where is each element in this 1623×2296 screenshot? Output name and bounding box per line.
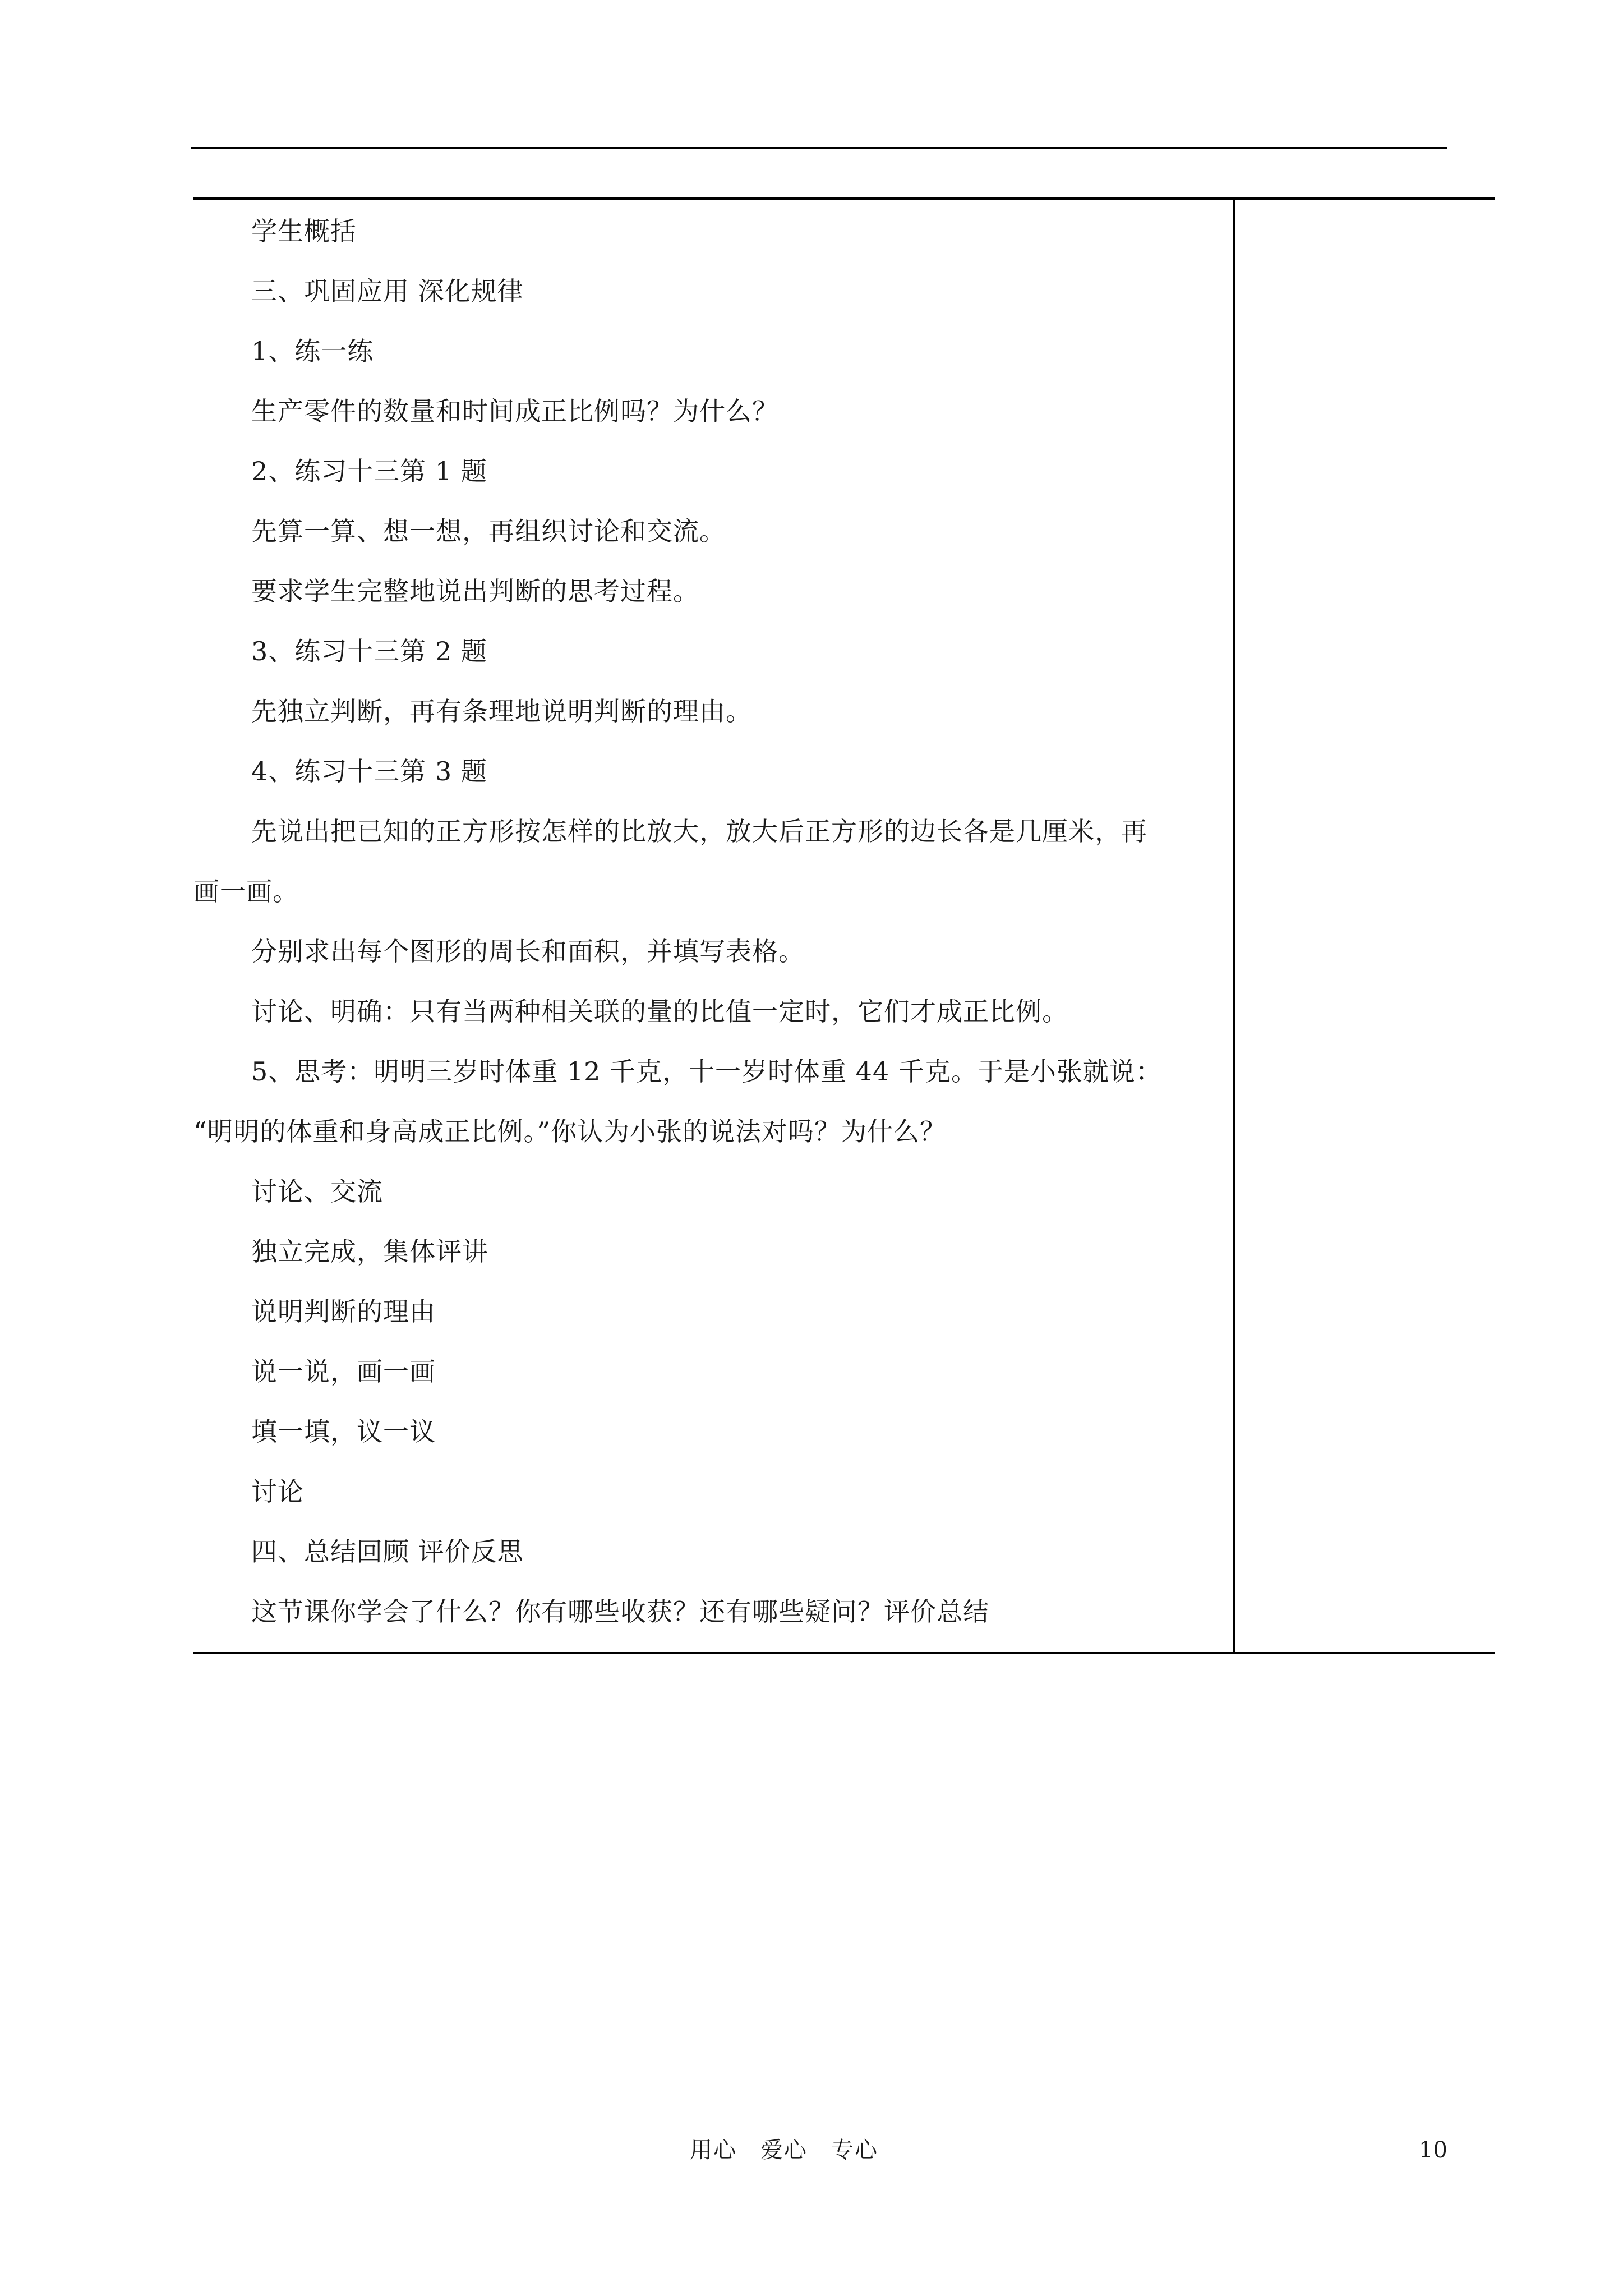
lesson-line: 讨论 <box>251 1476 304 1507</box>
header-rule <box>191 147 1447 149</box>
lesson-line: 先算一算、想一想，再组织讨论和交流。 <box>251 516 726 546</box>
lesson-line: 3、练习十三第 2 题 <box>251 636 487 666</box>
lesson-line: 讨论、明确：只有当两种相关联的量的比值一定时，它们才成正比例。 <box>251 996 1068 1027</box>
section-heading: 四、总结回顾 评价反思 <box>251 1536 524 1567</box>
lesson-line: 说一说，画一画 <box>251 1356 436 1387</box>
lesson-content-cell <box>193 200 1233 1652</box>
lesson-line-continued: “明明的体重和身高成正比例。”你认为小张的说法对吗？为什么？ <box>193 1116 947 1147</box>
page-number: 10 <box>1419 2137 1447 2163</box>
lesson-line: 讨论、交流 <box>251 1176 383 1207</box>
lesson-line: 这节课你学会了什么？你有哪些收获？还有哪些疑问？评价总结 <box>251 1596 989 1627</box>
lesson-line: 5、思考：明明三岁时体重 12 千克，十一岁时体重 44 千克。于是小张就说： <box>251 1056 1162 1087</box>
lesson-table <box>193 197 1495 1654</box>
footer-motto: 用心 爱心 专心 <box>690 2137 878 2163</box>
lesson-line: 要求学生完整地说出判断的思考过程。 <box>251 576 699 606</box>
lesson-line: 生产零件的数量和时间成正比例吗？为什么？ <box>251 396 778 426</box>
lesson-line: 先说出把已知的正方形按怎样的比放大，放大后正方形的边长各是几厘米，再 <box>251 816 1147 846</box>
lesson-line: 填一填，议一议 <box>251 1416 436 1447</box>
lesson-line: 独立完成，集体评讲 <box>251 1236 488 1267</box>
lesson-line: 分别求出每个图形的周长和面积，并填写表格。 <box>251 936 805 967</box>
lesson-line: 1、练一练 <box>251 336 374 366</box>
lesson-line: 说明判断的理由 <box>251 1296 436 1327</box>
lesson-line-continued: 画一画。 <box>193 876 299 907</box>
lesson-line: 4、练习十三第 3 题 <box>251 756 487 786</box>
remarks-cell <box>1235 200 1495 1652</box>
lesson-line: 学生概括 <box>251 216 357 246</box>
section-heading: 三、巩固应用 深化规律 <box>251 276 524 306</box>
lesson-line: 2、练习十三第 1 题 <box>251 456 487 486</box>
lesson-line: 先独立判断，再有条理地说明判断的理由。 <box>251 696 752 726</box>
